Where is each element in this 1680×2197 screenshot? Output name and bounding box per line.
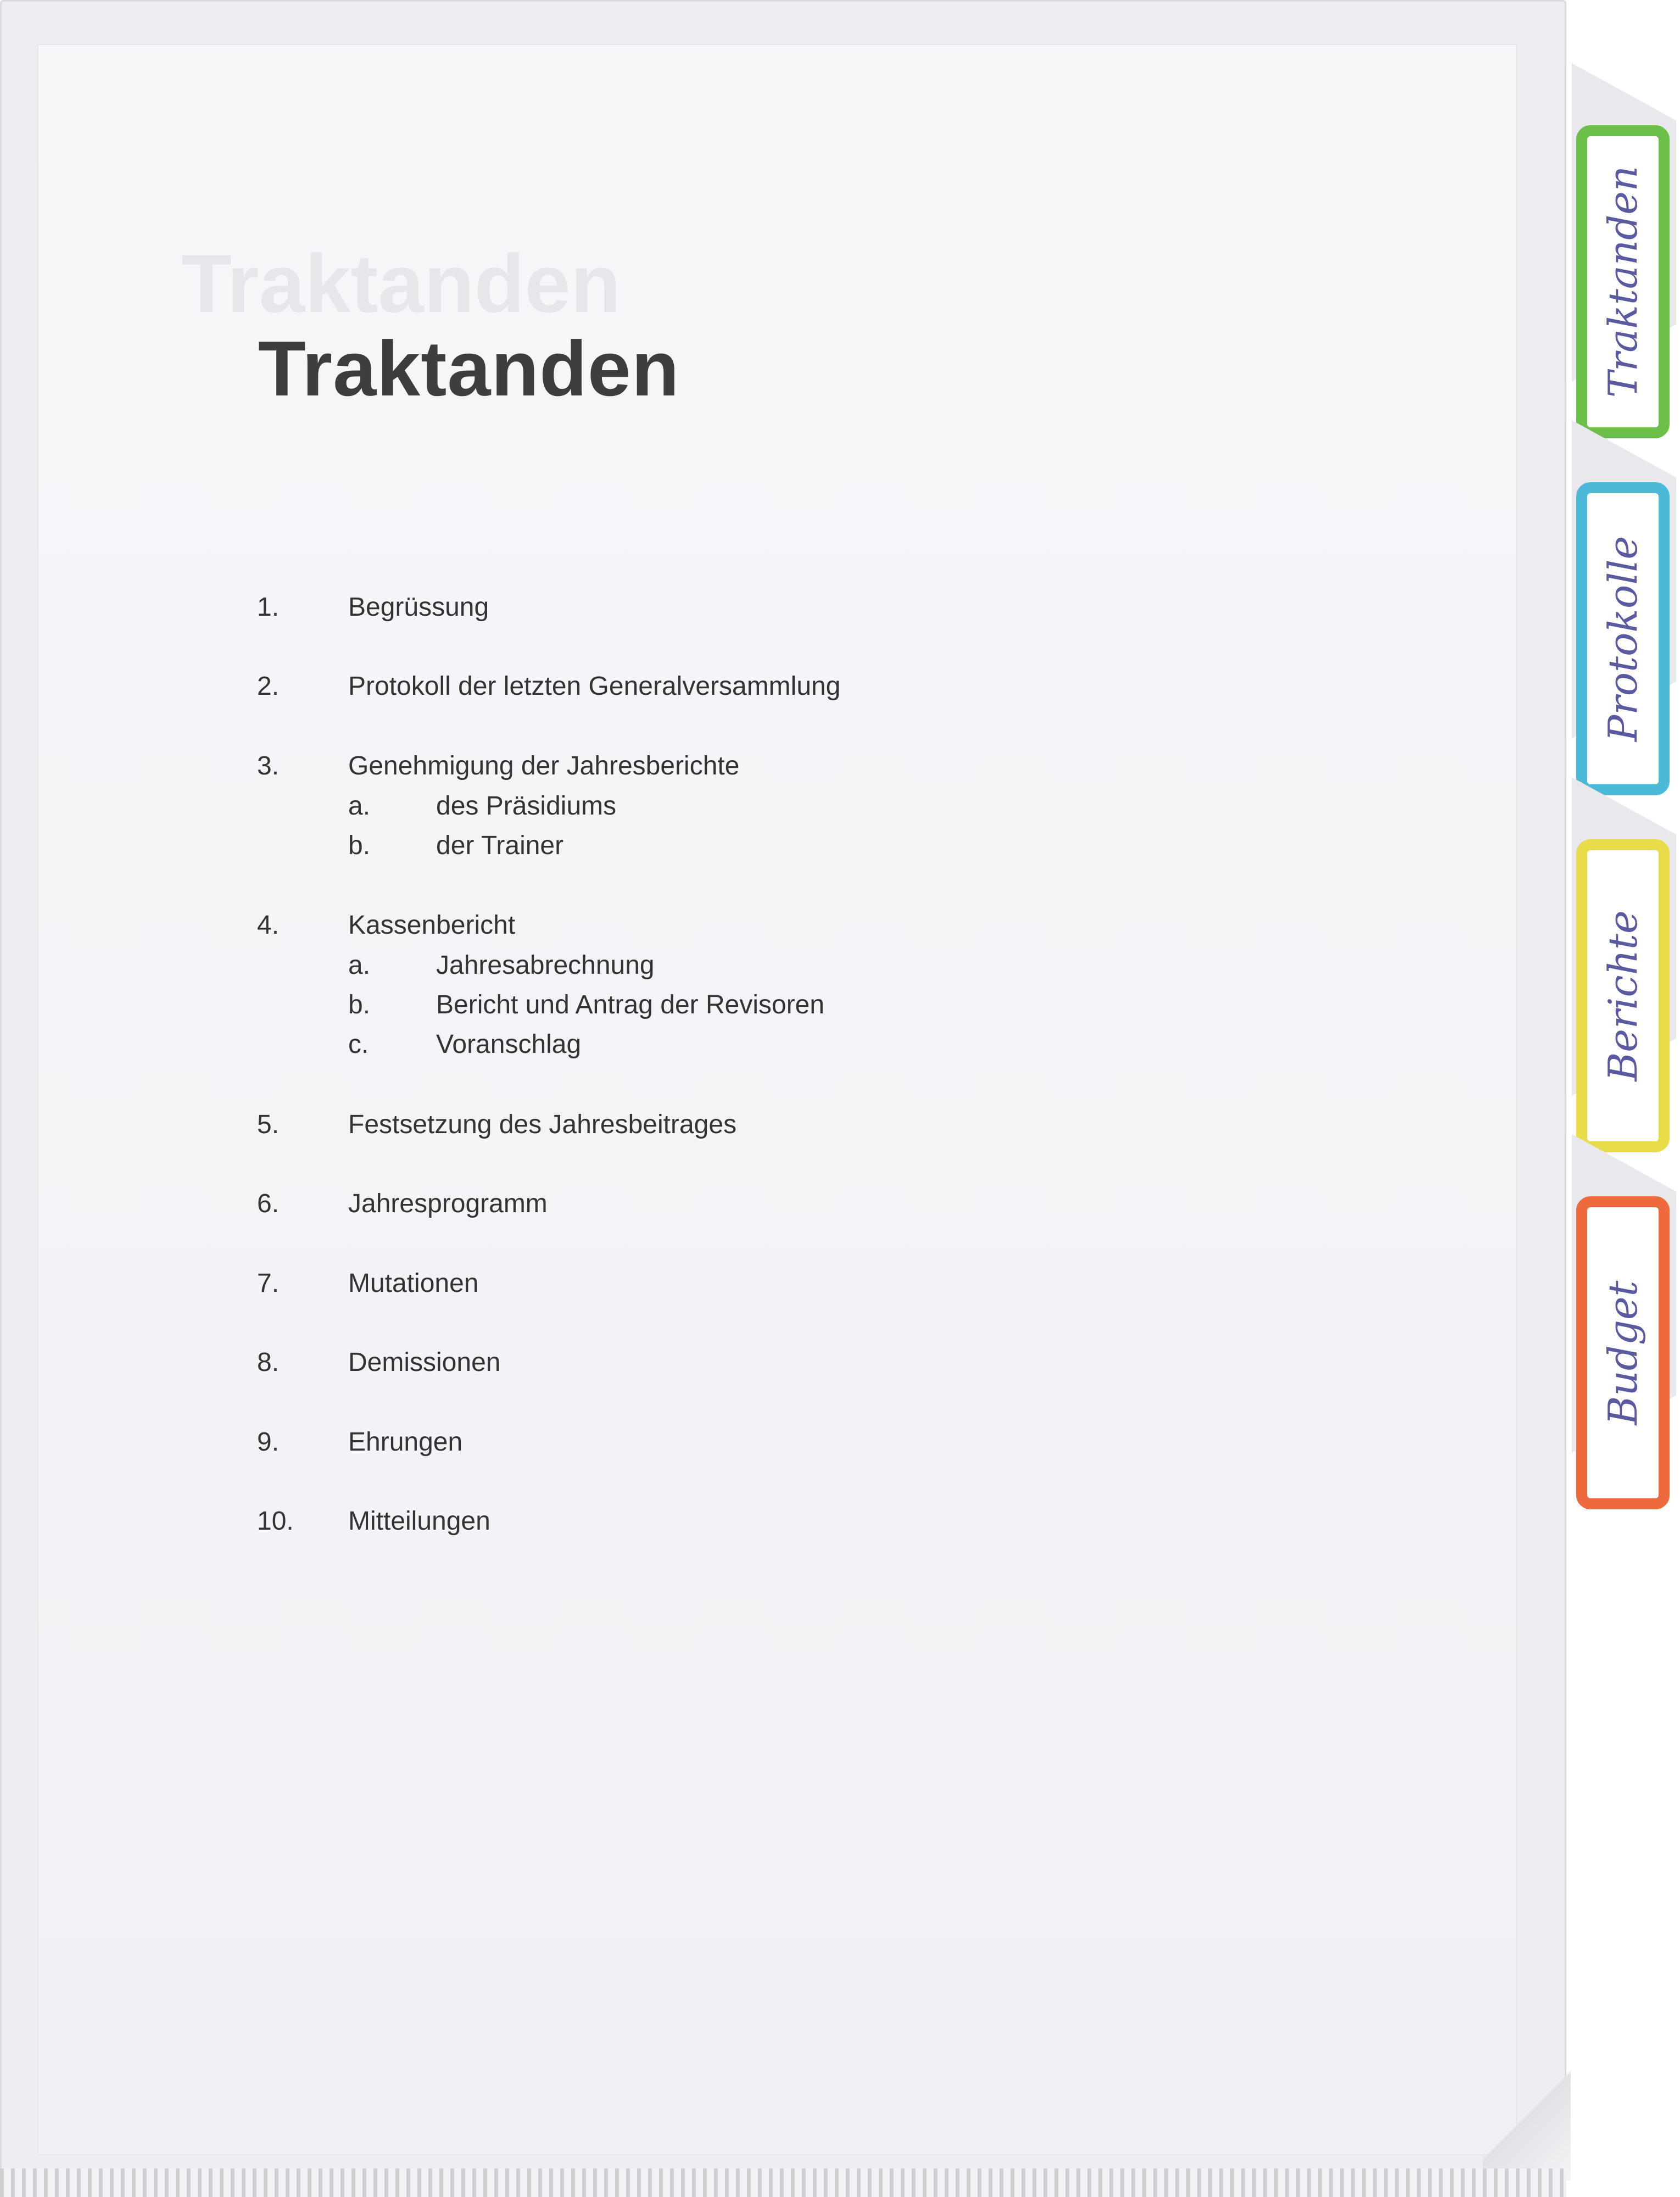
agenda-item-number: 6. — [257, 1189, 280, 1218]
agenda-item-label: Mitteilungen — [348, 1507, 490, 1536]
agenda-subitem-letter: a. — [348, 951, 371, 980]
agenda-item-number: 4. — [257, 911, 280, 940]
agenda-subitem-letter: c. — [348, 1030, 369, 1059]
agenda-item-number: 10. — [257, 1507, 294, 1536]
sleeve-bottom-edge — [0, 2168, 1566, 2197]
agenda-item-label: Genehmigung der Jahresberichte — [348, 751, 740, 780]
tab-protokolle[interactable] — [1576, 482, 1670, 795]
agenda-subitem-letter: b. — [348, 990, 371, 1019]
tab-traktanden[interactable] — [1576, 125, 1670, 438]
agenda-subitem-text: Voranschlag — [436, 1030, 582, 1059]
agenda-subitem-letter: a. — [348, 791, 371, 821]
agenda-subitem-letter: b. — [348, 831, 371, 860]
agenda-item-label: Mutationen — [348, 1269, 479, 1298]
agenda-item-number: 1. — [257, 593, 280, 622]
agenda-item-label: Jahresprogramm — [348, 1189, 548, 1218]
agenda-item-number: 7. — [257, 1269, 280, 1298]
agenda-item-label: Protokoll der letzten Generalversammlung — [348, 672, 841, 701]
agenda-item-number: 3. — [257, 751, 280, 780]
agenda-item-label: Kassenbericht — [348, 911, 516, 940]
tab-protokolle-label: Protokolle — [1600, 536, 1646, 742]
tab-budget[interactable] — [1576, 1196, 1670, 1509]
tab-berichte[interactable] — [1576, 839, 1670, 1152]
agenda-subitem-text: der Trainer — [436, 831, 564, 860]
sleeve-corner — [1483, 2054, 1571, 2181]
tab-traktanden-label: Traktanden — [1600, 165, 1646, 398]
agenda-item-label: Ehrungen — [348, 1428, 463, 1457]
page-title: Traktanden — [258, 325, 680, 412]
tab-budget-label: Budget — [1600, 1280, 1646, 1425]
agenda-item-number: 9. — [257, 1428, 280, 1457]
agenda-item-label: Festsetzung des Jahresbeitrages — [348, 1110, 737, 1139]
ghost-title: Traktanden — [181, 237, 621, 330]
agenda-subitem-text: Bericht und Antrag der Revisoren — [436, 990, 825, 1019]
agenda-item-label: Begrüssung — [348, 593, 489, 622]
agenda-subitem-text: Jahresabrechnung — [436, 951, 655, 980]
tab-berichte-label: Berichte — [1600, 910, 1646, 1081]
agenda-subitem-text: des Präsidiums — [436, 791, 617, 821]
agenda-item-label: Demissionen — [348, 1348, 501, 1377]
agenda-item-number: 5. — [257, 1110, 280, 1139]
agenda-item-number: 8. — [257, 1348, 280, 1377]
agenda-item-number: 2. — [257, 672, 280, 701]
